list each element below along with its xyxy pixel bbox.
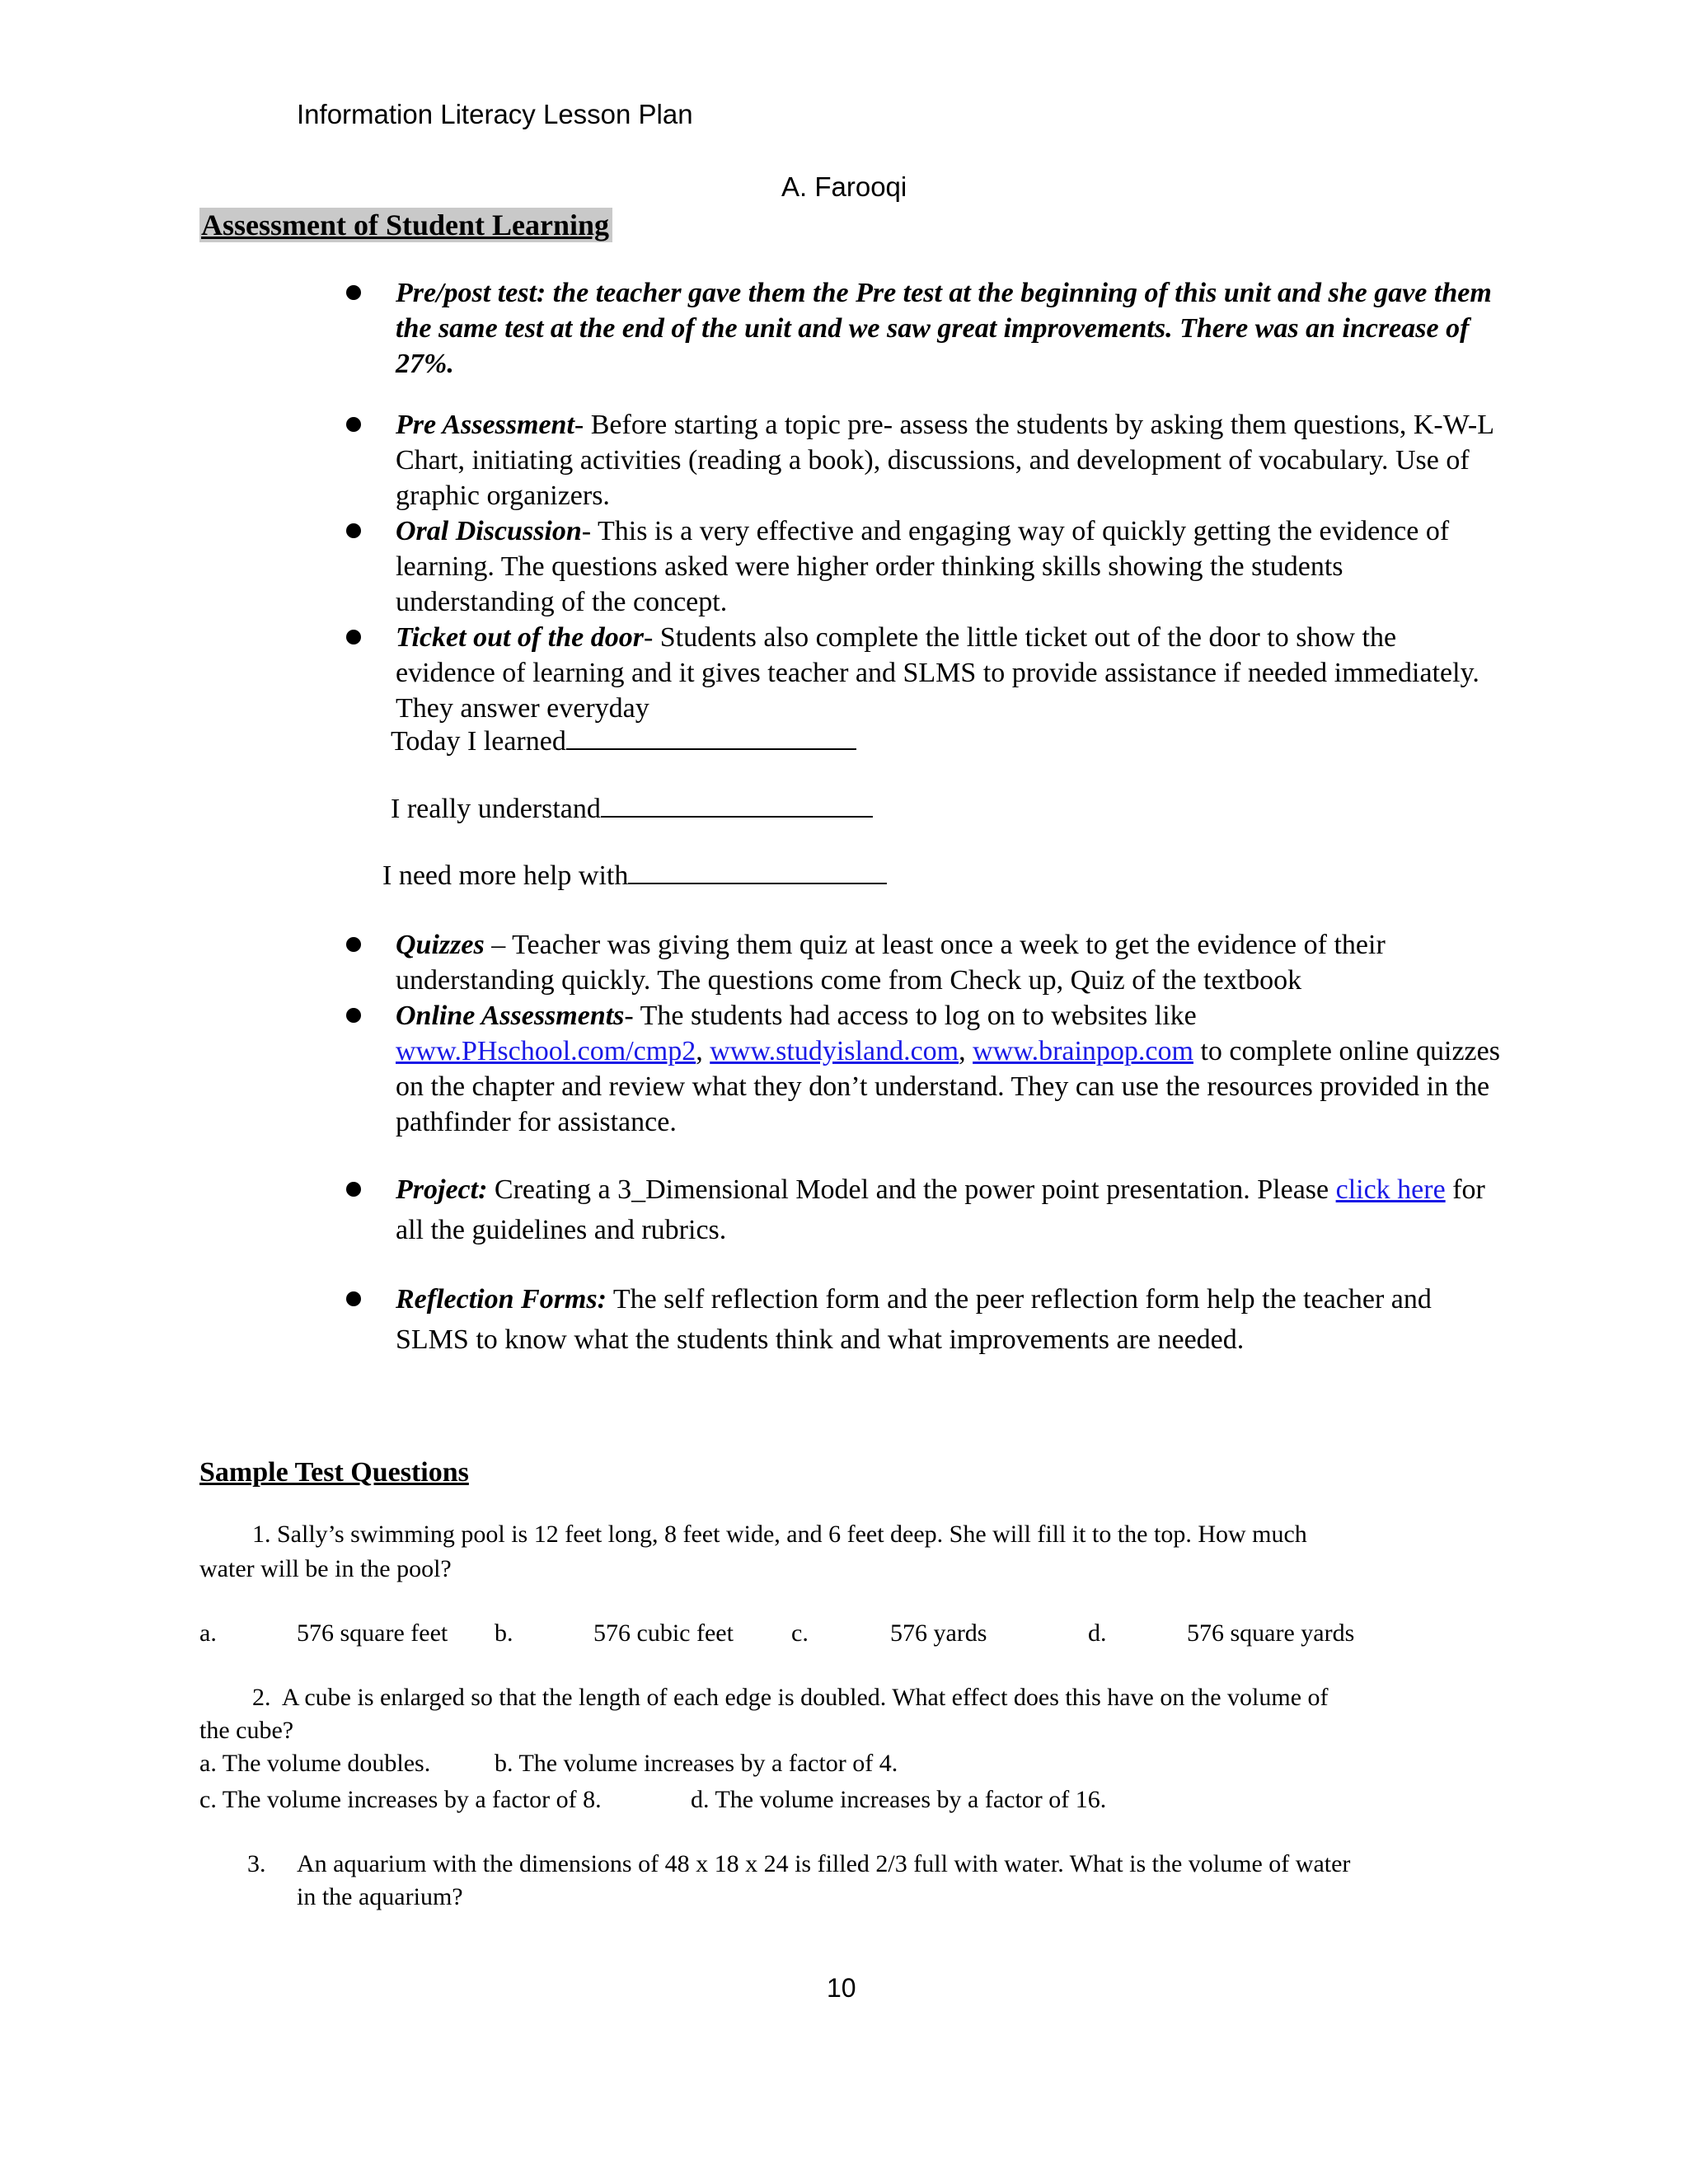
question-number: 1. — [252, 1521, 271, 1548]
ticket-prompt-more-help — [382, 860, 887, 892]
bullet-text — [396, 998, 1500, 1140]
answer-blank — [566, 725, 856, 750]
bullet-dot-icon — [346, 1008, 361, 1023]
bullet-dot-icon — [346, 285, 361, 300]
bullet-dot-icon — [346, 417, 361, 432]
bullet-description: - The students had access to log on to websites like — [624, 1001, 1197, 1031]
bullet-dot-icon — [346, 1291, 361, 1306]
bullet-term: Project: — [396, 1174, 488, 1205]
ticket-prompt-label: Today I learned — [391, 726, 566, 757]
bullet-term: Online Assessments — [396, 1001, 625, 1031]
q1-option-c-letter: c. — [791, 1619, 809, 1647]
answer-blank — [601, 793, 873, 818]
bullet-text — [396, 927, 1500, 998]
q1-option-d-letter: d. — [1088, 1619, 1107, 1647]
question-number: 2. — [252, 1684, 271, 1711]
bullet-term: Reflection Forms: — [396, 1284, 607, 1315]
bullet-text — [396, 620, 1500, 726]
bullet-description-continued: for all the guidelines and rubrics. — [396, 1174, 1485, 1245]
bullet-dot-icon — [346, 630, 361, 644]
bullet-description: – Teacher was giving them quiz at least once a week to get the evidence of their understanding quickly. The questions come from Check up, Quiz of the textbook — [396, 930, 1386, 996]
bullet-description: - This is a very effective and engaging way of quickly getting the evidence of learning. The questions asked were higher order thinking skills showing the students understanding of the concept. — [396, 516, 1450, 617]
q1-option-b-text: 576 cubic feet — [593, 1619, 734, 1647]
link-brainpop[interactable]: www.brainpop.com — [973, 1036, 1193, 1066]
question-2-line-2: the cube? — [199, 1717, 294, 1744]
document-header-title: Information Literacy Lesson Plan — [297, 99, 693, 129]
question-text: Sally’s swimming pool is 12 feet long, 8 feet wide, and 6 feet deep. She will fill it to the top. How much — [277, 1521, 1307, 1548]
question-text: A cube is enlarged so that the length of each edge is doubled. What effect does this have on the volume of — [281, 1684, 1329, 1711]
page-number: 10 — [827, 1973, 856, 2003]
q2-option-d: d. The volume increases by a factor of 16. — [691, 1786, 1107, 1813]
link-studyisland[interactable]: www.studyisland.com — [710, 1036, 959, 1066]
q1-option-b-letter: b. — [495, 1619, 513, 1647]
bullet-text — [396, 513, 1500, 620]
link-separator: , — [959, 1036, 973, 1066]
q2-option-b: b. The volume increases by a factor of 4. — [495, 1750, 898, 1777]
bullet-text — [396, 407, 1500, 513]
document-header-author: A. Farooqi — [781, 171, 907, 202]
section-title-assessment: Assessment of Student Learning — [199, 208, 612, 242]
link-phschool[interactable]: www.PHschool.com/cmp2 — [396, 1036, 696, 1066]
bullet-dot-icon — [346, 1182, 361, 1197]
bullet-description: Creating a 3_Dimensional Model and the power point presentation. Please — [487, 1174, 1336, 1205]
q1-option-a-letter: a. — [199, 1619, 217, 1647]
bullet-description: - Before starting a topic pre- assess the students by asking them questions, K-W-L Chart, initiating activities (reading a book), discussions, and development of vocabulary. Use of graphic organizers. — [396, 410, 1493, 511]
q2-option-c: c. The volume increases by a factor of 8. — [199, 1786, 602, 1813]
question-3-number: 3. — [247, 1850, 266, 1877]
ticket-prompt-label: I need more help with — [382, 860, 629, 891]
bullet-text — [396, 1169, 1500, 1250]
bullet-dot-icon — [346, 937, 361, 952]
bullet-text: Pre/post test: the teacher gave them the Pre test at the beginning of this unit and she gave them the same test at the end of the unit and we saw great improvements. There was an increase of 27%. — [396, 278, 1492, 379]
bullet-description-continued: to complete online quizzes on the chapter and review what they don’t understand. They can use the resources provided in the pathfinder for assistance. — [396, 1036, 1500, 1137]
q1-option-a-text: 576 square feet — [297, 1619, 448, 1647]
question-2-line-1 — [252, 1681, 1329, 1714]
bullet-term: Pre Assessment — [396, 410, 574, 440]
section-title-sample-questions: Sample Test Questions — [199, 1457, 469, 1488]
ticket-prompt-really-understand — [391, 793, 873, 825]
link-click-here[interactable]: click here — [1335, 1174, 1446, 1205]
q2-option-a: a. The volume doubles. — [199, 1750, 431, 1777]
bullet-dot-icon — [346, 523, 361, 538]
bullet-term: Quizzes — [396, 930, 485, 960]
bullet-term: Oral Discussion — [396, 516, 582, 546]
bullet-description: - Students also complete the little ticket out of the door to show the evidence of learning and it gives teacher and SLMS to provide assistance if needed immediately. They answer everyday — [396, 622, 1479, 724]
ticket-prompt-today-learned — [391, 725, 856, 757]
bullet-description: The self reflection form and the peer reflection form help the teacher and SLMS to know what the students think and what improvements are needed. — [396, 1284, 1432, 1355]
q1-option-d-text: 576 square yards — [1187, 1619, 1355, 1647]
q1-option-c-text: 576 yards — [890, 1619, 987, 1647]
answer-blank — [628, 860, 887, 884]
bullet-term: Ticket out of the door — [396, 622, 644, 653]
bullet-text — [396, 1279, 1500, 1360]
link-separator: , — [696, 1036, 710, 1066]
question-3-line-1: An aquarium with the dimensions of 48 x 18 x 24 is filled 2/3 full with water. What is the volume of water — [297, 1850, 1351, 1877]
question-3-line-2: in the aquarium? — [297, 1883, 463, 1910]
question-1-line-2: water will be in the pool? — [199, 1555, 452, 1582]
ticket-prompt-label: I really understand — [391, 794, 601, 824]
question-1-line-1 — [252, 1518, 1307, 1551]
